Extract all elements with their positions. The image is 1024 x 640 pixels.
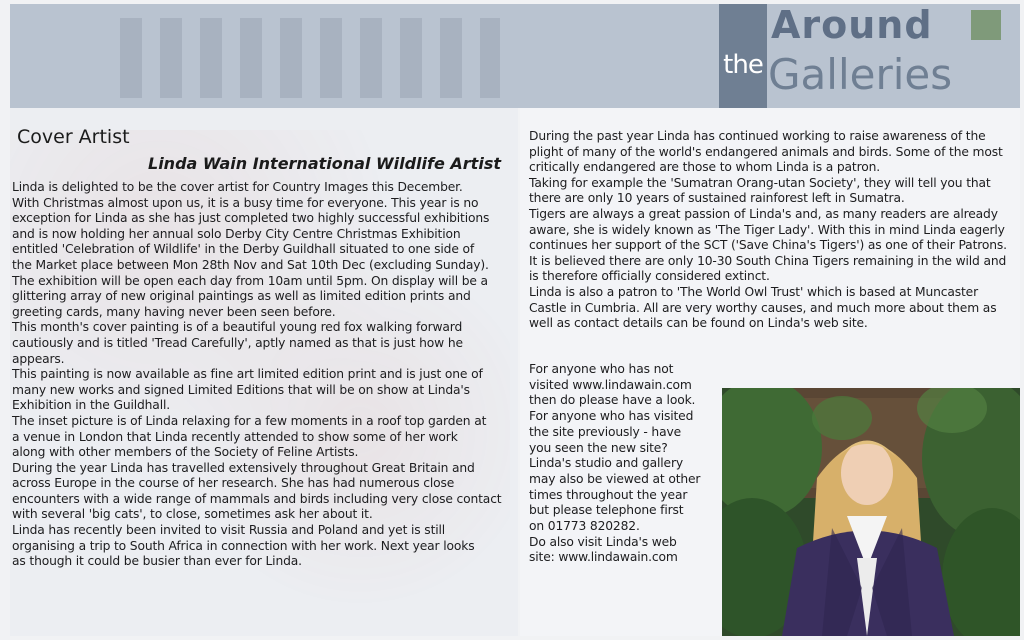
text-line: entitled 'Celebration of Wildlife' in the Derby Guildhall situated to one side of <box>12 242 475 257</box>
text-line: For anyone who has not <box>529 362 674 376</box>
text-line: It is believed there are only 10-30 South China Tigers remaining in the wild and <box>529 253 1007 268</box>
text-line: encounters with a wide range of mammals and birds including very close contact <box>12 491 502 506</box>
text-line: times throughout the year <box>529 487 688 502</box>
article-subtitle: Linda Wain International Wildlife Artist <box>148 154 501 173</box>
text-line: Do also visit Linda's web <box>529 534 677 549</box>
text-line: cautiously and is titled 'Tread Carefully', aptly named as that is just how he <box>12 335 463 350</box>
logo-word-the: the <box>723 50 763 80</box>
logo-word-galleries: Galleries <box>768 50 953 99</box>
text-line: During the year Linda has travelled extensively throughout Great Britain and <box>12 460 475 475</box>
text-line: the site previously - have <box>529 424 682 439</box>
text-line: many new works and signed Limited Editions that will be on show at Linda's <box>12 382 470 397</box>
text-line: With Christmas almost upon us, it is a busy time for everyone. This year is no <box>12 195 479 210</box>
text-line: exception for Linda as she has just completed two highly successful exhibitions <box>12 211 490 226</box>
text-line: organising a trip to South Africa in connection with her work. Next year looks <box>12 538 475 553</box>
text-line: The inset picture is of Linda relaxing for a few moments in a roof top garden at <box>12 413 487 428</box>
text-line: as though it could be busier than ever for Linda. <box>12 554 302 569</box>
text-line: Linda's studio and gallery <box>529 456 683 471</box>
text-line: aware, she is widely known as 'The Tiger Lady'. With this in mind Linda eagerly <box>529 222 1005 237</box>
text-line: and is now holding her annual solo Derby City Centre Christmas Exhibition <box>12 226 461 241</box>
text-line: site: www.lindawain.com <box>529 550 678 565</box>
text-line: Castle in Cumbria. All are very worthy causes, and much more about them as <box>529 300 997 315</box>
text-line: appears. <box>12 351 65 366</box>
text-line: greeting cards, many having never been seen before. <box>12 304 336 319</box>
text-line: visited www.lindawain.com <box>529 377 692 392</box>
text-line: The exhibition will be open each day from 10am until 5pm. On display will be a <box>12 273 488 288</box>
right-column-text <box>529 129 1019 332</box>
text-line: Linda has recently been invited to visit Russia and Poland and yet is still <box>12 523 446 538</box>
text-line: across Europe in the course of her research. She has had numerous close <box>12 476 455 491</box>
text-line: may also be viewed at other <box>529 471 701 486</box>
text-line: well as contact details can be found on Linda's web site. <box>529 316 868 331</box>
masthead-background-texture <box>120 18 500 98</box>
text-line: is therefore officially considered extinct. <box>529 269 770 284</box>
text-line: there are only 10 years of sustained rainforest left in Sumatra. <box>529 191 905 206</box>
text-line: but please telephone first <box>529 503 684 518</box>
text-line: This painting is now available as fine art limited edition print and is just one of <box>12 367 483 382</box>
text-line: glittering array of new original paintings as well as limited edition prints and <box>12 289 471 304</box>
text-line: Exhibition in the Guildhall. <box>12 398 170 413</box>
text-line: For anyone who has visited <box>529 409 694 424</box>
text-line: critically endangered are those to whom Linda is a patron. <box>529 160 881 175</box>
text-line: continues her support of the SCT ('Save China's Tigers') as one of their Patrons. <box>529 238 1007 253</box>
text-line: Linda is delighted to be the cover artist for Country Images this December. <box>12 180 463 194</box>
left-column-text <box>12 180 512 570</box>
text-line: you seen the new site? <box>529 440 668 455</box>
text-line: then do please have a look. <box>529 393 696 408</box>
text-line: Taking for example the 'Sumatran Orang-utan Society', they will tell you that <box>529 175 991 190</box>
logo-accent-square <box>971 10 1001 40</box>
text-line: Tigers are always a great passion of Linda's and, as many readers are already <box>529 206 998 221</box>
website-note-text <box>529 362 724 566</box>
text-line: with several 'big cats', to close, sometimes ask her about it. <box>12 507 373 522</box>
logo-word-around: Around <box>771 3 933 47</box>
text-line: the Market place between Mon 28th Nov and Sat 10th Dec (excluding Sunday). <box>12 257 489 272</box>
text-line: During the past year Linda has continued working to raise awareness of the <box>529 129 986 143</box>
text-line: on 01773 820282. <box>529 519 640 534</box>
artist-photo <box>722 388 1020 636</box>
text-line: This month's cover painting is of a beautiful young red fox walking forward <box>12 320 463 335</box>
text-line: plight of many of the world's endangered animals and birds. Some of the most <box>529 144 1003 159</box>
text-line: a venue in London that Linda recently attended to show some of her work <box>12 429 458 444</box>
text-line: along with other members of the Society of Feline Artists. <box>12 445 359 460</box>
text-line: Linda is also a patron to 'The World Owl Trust' which is based at Muncaster <box>529 284 978 299</box>
section-title: Cover Artist <box>17 126 130 148</box>
